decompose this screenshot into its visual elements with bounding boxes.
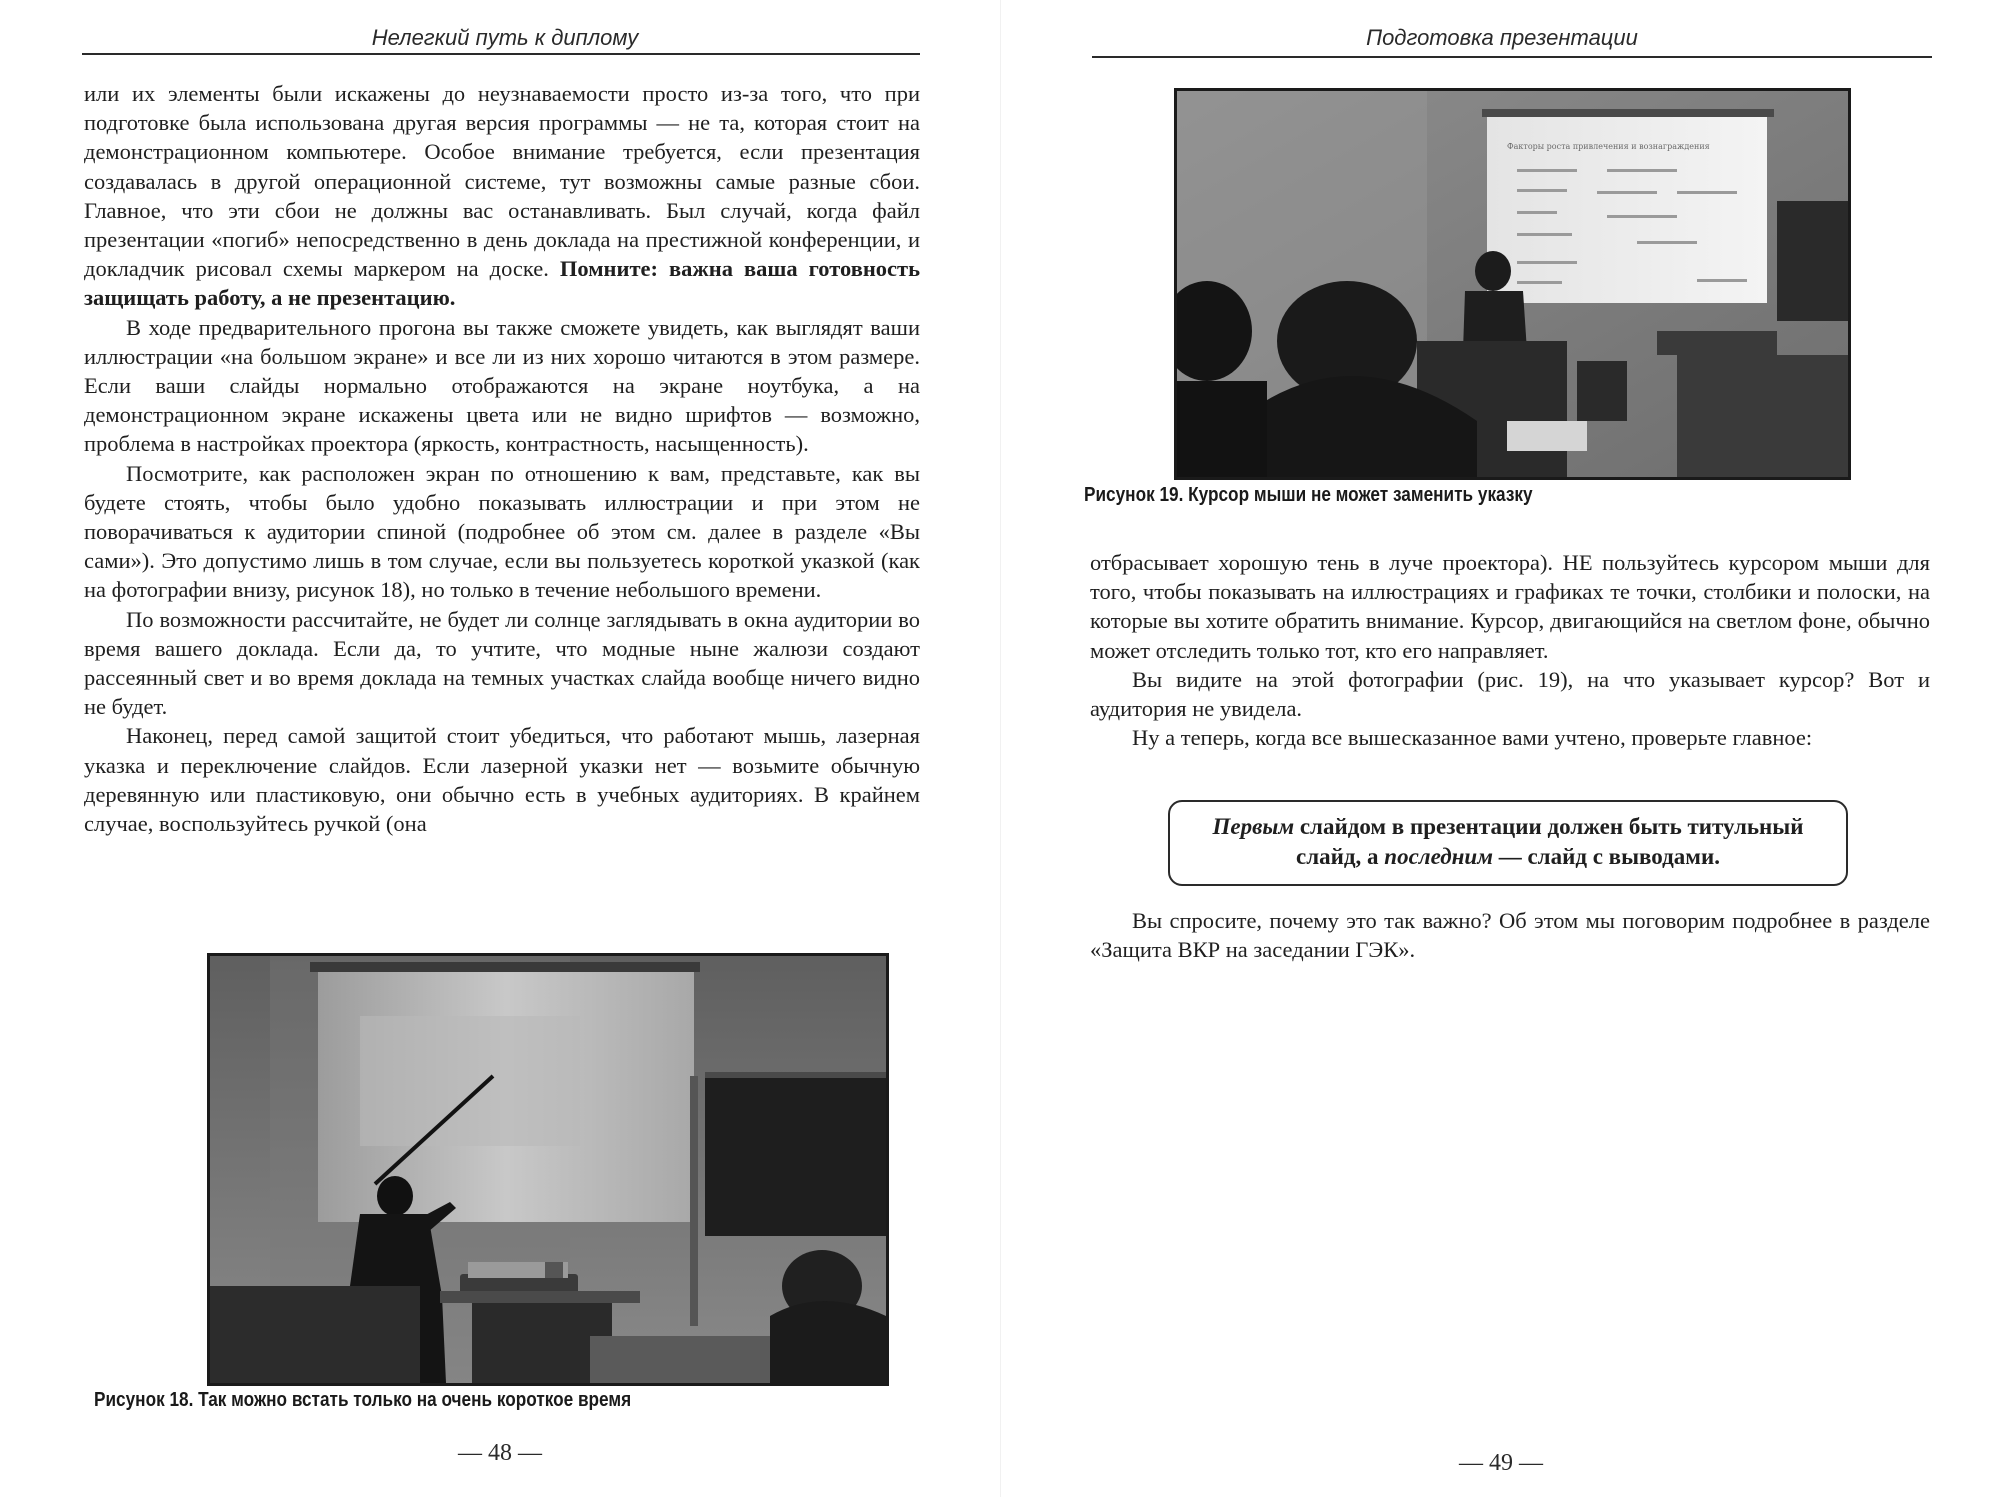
figure-19-caption: Рисунок 19. Курсор мыши не может заменить указку <box>1084 484 1533 506</box>
paragraph: Вы видите на этой фотографии (рис. 19), на что указывает курсор? Вот и аудитория не увидела. <box>1090 666 1930 722</box>
callout-last-word: последним <box>1384 844 1493 869</box>
projected-slide-title: Факторы роста привлечения и вознаграждения <box>1507 142 1710 151</box>
paragraph: В ходе предварительного прогона вы также сможете увидеть, как выглядят ваши иллюстрации «на большом экране» и все ли из них хорошо читаются в этом размере. Если ваши слайды нормально отображаются на экране ноутбука, а на демонстрационном экране искажены цвета или не видно шрифтов — возможно, проблема в настройках проектора (яркость, контрастность, насыщенность). <box>84 314 920 457</box>
callout-first-word: Первым <box>1212 814 1295 839</box>
right-closing-text <box>1090 906 1930 964</box>
figure-19-photo <box>1174 88 1851 480</box>
header-rule-left <box>82 53 920 55</box>
left-body-text <box>84 79 920 838</box>
paragraph: Посмотрите, как расположен экран по отношению к вам, представьте, как вы будете стоять, чтобы было удобно показывать иллюстрации и при этом не поворачиваться к аудитории спиной (подробнее об этом см. далее в разделе «Вы сами»). Это допустимо лишь в том случае, если вы пользуетесь короткой указкой (как на фотографии внизу, рисунок 18), но только в течение небольшого времени. <box>84 460 920 603</box>
callout-text-end: — слайд с выводами. <box>1492 844 1720 869</box>
paragraph: отбрасывает хорошую тень в луче проектора). НЕ пользуйтесь курсором мыши для того, чтобы показывать на иллюстрациях и графиках те точки, столбики и полоски, на которые вы хотите обратить внимание. Курсор, двигающийся на светлом фоне, обычно может отследить только тот, кто его направляет. <box>1090 550 1930 663</box>
figure-18-photo <box>207 953 889 1386</box>
bold-emphasis: Помните: важна ваша готовность защищать работу, а не презентацию. <box>84 256 920 311</box>
paragraph-text: или их элементы были искажены до неузнаваемости просто из-за того, что при подготовке была использована другая версия программы — не та, которая стоит на демонстрационном компьютере. Особое внимание требуется, если презентация создавалась в другой операционной системе, тут возможны самые разные сбои. Главное, что эти сбои не должны вас останавливать. Был случай, когда файл презентации «погиб» непосредственно в день доклада на престижной конференции, и докладчик рисовал схемы маркером на доске. <box>84 81 920 282</box>
callout-text-part: слайдом в презентации должен быть титульный слайд, а <box>1294 814 1804 869</box>
header-rule-right <box>1092 56 1932 58</box>
classroom-pointer-illustration <box>210 956 886 1383</box>
paragraph: Ну а теперь, когда все вышесказанное вами учтено, проверьте главное: <box>1132 725 1813 751</box>
paragraph: По возможности рассчитайте, не будет ли солнце заглядывать в окна аудитории во время вашего доклада. Если да, то учтите, что модные ныне жалюзи создают рассеянный свет и во время доклада на темных участках слайда вообще ничего видно не будет. <box>84 606 920 720</box>
key-rule-callout <box>1168 800 1848 886</box>
lecture-cursor-illustration <box>1177 91 1848 477</box>
figure-18-caption: Рисунок 18. Так можно встать только на очень короткое время <box>94 1389 632 1411</box>
running-head-left: Нелегкий путь к диплому <box>371 25 639 50</box>
paragraph: Наконец, перед самой защитой стоит убедиться, что работают мышь, лазерная указка и переключение слайдов. Если лазерной указки нет — возьмите обычную деревянную или пластиковую, они обычно есть в учебных аудиториях. В крайнем случае, воспользуйтесь ручкой (она <box>84 723 920 837</box>
right-body-text <box>1090 548 1930 752</box>
paragraph: Вы спросите, почему это так важно? Об этом мы поговорим подробнее в разделе «Защита ВКР на заседании ГЭК». <box>1090 908 1930 963</box>
page-number-right: — 49 — <box>1459 1450 1543 1476</box>
running-head-right: Подготовка презентации <box>1366 25 1638 50</box>
paragraph <box>84 79 920 313</box>
page-number-left: — 48 — <box>458 1440 542 1466</box>
right-page <box>1000 0 2000 1497</box>
